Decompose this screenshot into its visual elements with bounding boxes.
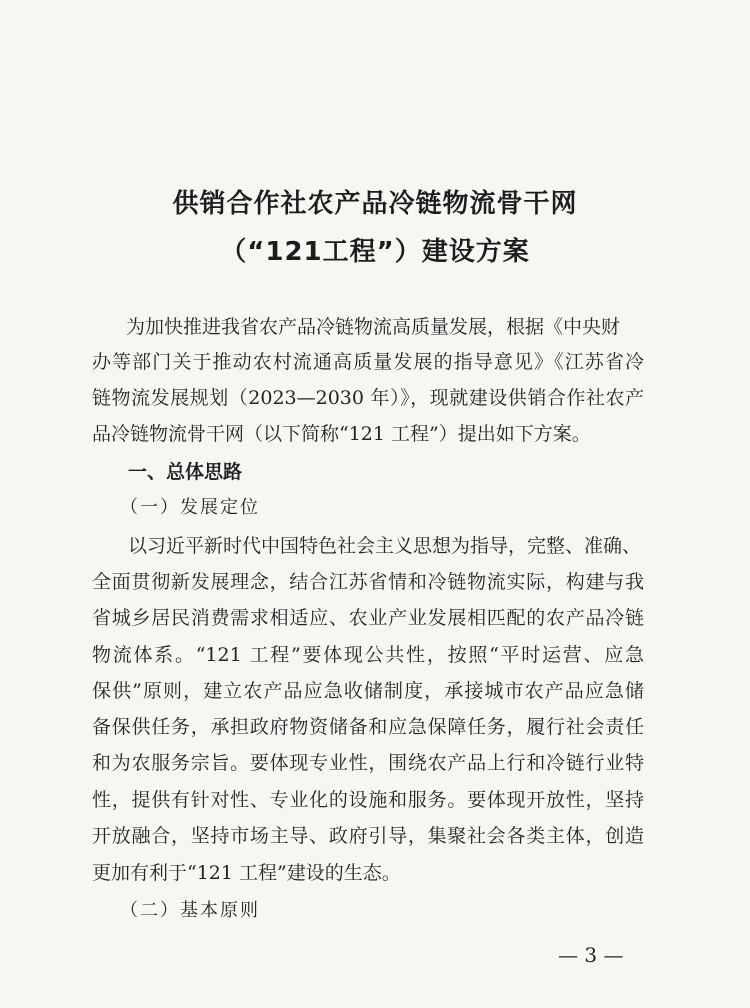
intro-line: 品冷链物流骨干网（以下简称“121 工程”）提出如下方案。 — [92, 423, 591, 445]
document-title-line-2: （“121工程”）建设方案 — [220, 237, 530, 267]
body-line: 以习近平新时代中国特色社会主义思想为指导，完整、准确、 — [128, 535, 642, 557]
body-line: 全面贯彻新发展理念，结合江苏省情和冷链物流实际，构建与我 — [92, 571, 644, 593]
intro-line: 链物流发展规划（2023—2030 年）》，现就建设供销合作社农产 — [92, 387, 644, 409]
subsection-heading: （一）发展定位 — [120, 497, 260, 518]
subsection-heading: （二）基本原则 — [120, 900, 260, 921]
body-line: 物流体系。“121 工程”要体现公共性，按照“平时运营、应急 — [92, 644, 644, 666]
body-line: 性，提供有针对性、专业化的设施和服务。要体现开放性，坚持 — [92, 789, 644, 811]
intro-line: 为加快推进我省农产品冷链物流高质量发展，根据《中央财 — [126, 316, 621, 338]
section-heading: 一、总体思路 — [128, 461, 243, 483]
body-line: 省城乡居民消费需求相适应、农业产业发展相匹配的农产品冷链 — [92, 607, 644, 629]
intro-line: 办等部门关于推动农村流通高质量发展的指导意见》《江苏省冷 — [92, 351, 644, 373]
body-line: 和为农服务宗旨。要体现专业性，围绕农产品上行和冷链行业特 — [92, 752, 644, 774]
body-line: 备保供任务，承担政府物资储备和应急保障任务，履行社会责任 — [92, 716, 644, 738]
body-line: 保供”原则，建立农产品应急收储制度，承接城市农产品应急储 — [92, 680, 644, 702]
page-number: — 3 — — [558, 943, 624, 967]
body-line: 开放融合，坚持市场主导、政府引导，集聚社会各类主体，创造 — [92, 825, 644, 847]
document-title-line-1: 供销合作社农产品冷链物流骨干网 — [172, 189, 578, 219]
body-line: 更加有利于“121 工程”建设的生态。 — [92, 862, 401, 884]
